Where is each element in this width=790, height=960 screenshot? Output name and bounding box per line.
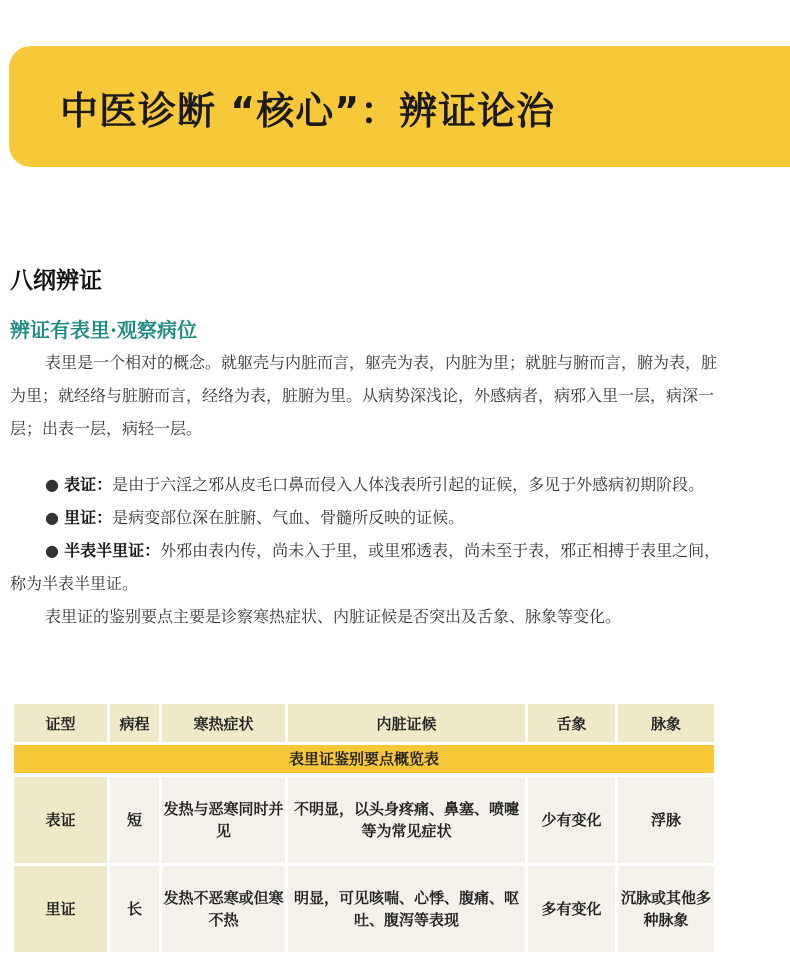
table-cell: 发热与恶寒同时并见 xyxy=(161,775,287,865)
bullet-dot-icon: ● xyxy=(45,475,59,494)
table-cell: 明显，可见咳喘、心悸、腹痛、呕吐、腹泻等表现 xyxy=(287,865,527,954)
table-header-cell: 寒热症状 xyxy=(161,704,287,744)
subsection-heading: 辨证有表里·观察病位 xyxy=(10,318,197,342)
bullet-list xyxy=(10,468,725,633)
bullet-dot-icon: ● xyxy=(45,541,59,560)
table-header-cell: 病程 xyxy=(109,704,161,744)
section-heading: 八纲辨证 xyxy=(10,268,102,294)
table-header-cell: 脉象 xyxy=(617,704,716,744)
bullet-item-banbiaobanli xyxy=(10,534,725,600)
table-row xyxy=(13,775,716,865)
comparison-table xyxy=(11,704,717,955)
summary-paragraph: 表里证的鉴别要点主要是诊察寒热症状、内脏证候是否突出及舌象、脉象等变化。 xyxy=(45,607,622,626)
table-cell: 发热不恶寒或但寒不热 xyxy=(161,865,287,954)
table-header-cell: 内脏证候 xyxy=(287,704,527,744)
page-title: 中医诊断 “核心”：辨证论治 xyxy=(60,89,556,133)
bullet-term: 半表半里证： xyxy=(64,541,161,560)
bullet-text: 是由于六淫之邪从皮毛口鼻而侵入人体浅表所引起的证候，多见于外感病初期阶段。 xyxy=(112,475,705,494)
bullet-term: 里证： xyxy=(64,508,113,527)
bullet-text: 是病变部位深在脏腑、气血、骨髓所反映的证候。 xyxy=(112,508,465,527)
bullet-item-biaozheng xyxy=(10,468,725,501)
table-cell: 浮脉 xyxy=(617,775,716,865)
table-cell: 多有变化 xyxy=(527,865,617,954)
table-cell: 少有变化 xyxy=(527,775,617,865)
table-cell: 不明显，以头身疼痛、鼻塞、喷嚏等为常见症状 xyxy=(287,775,527,865)
table-cell: 长 xyxy=(109,865,161,954)
table-row xyxy=(13,865,716,954)
bullet-dot-icon: ● xyxy=(45,508,59,527)
table-cell: 沉脉或其他多种脉象 xyxy=(617,865,716,954)
table-header-cell: 舌象 xyxy=(527,704,617,744)
table-cell: 短 xyxy=(109,775,161,865)
table-cell: 表证 xyxy=(13,775,109,865)
table-caption: 表里证鉴别要点概览表 xyxy=(13,744,716,776)
table-cell: 里证 xyxy=(13,865,109,954)
bullet-term: 表证： xyxy=(64,475,113,494)
bullet-item-lizheng xyxy=(10,501,725,534)
bullet-text: 外邪由表内传，尚未入于里，或里邪透表，尚未至于表，邪正相搏于表里之间，称为半表半里证。 xyxy=(10,541,721,593)
table-header-cell: 证型 xyxy=(13,704,109,744)
intro-paragraph: 表里是一个相对的概念。就躯壳与内脏而言，躯壳为表，内脏为里；就脏与腑而言，腑为表，脏为里；就经络与脏腑而言，经络为表，脏腑为里。从病势深浅论，外感病者，病邪入里一层，病深一层；出表一层，病轻一层。 xyxy=(10,353,718,438)
